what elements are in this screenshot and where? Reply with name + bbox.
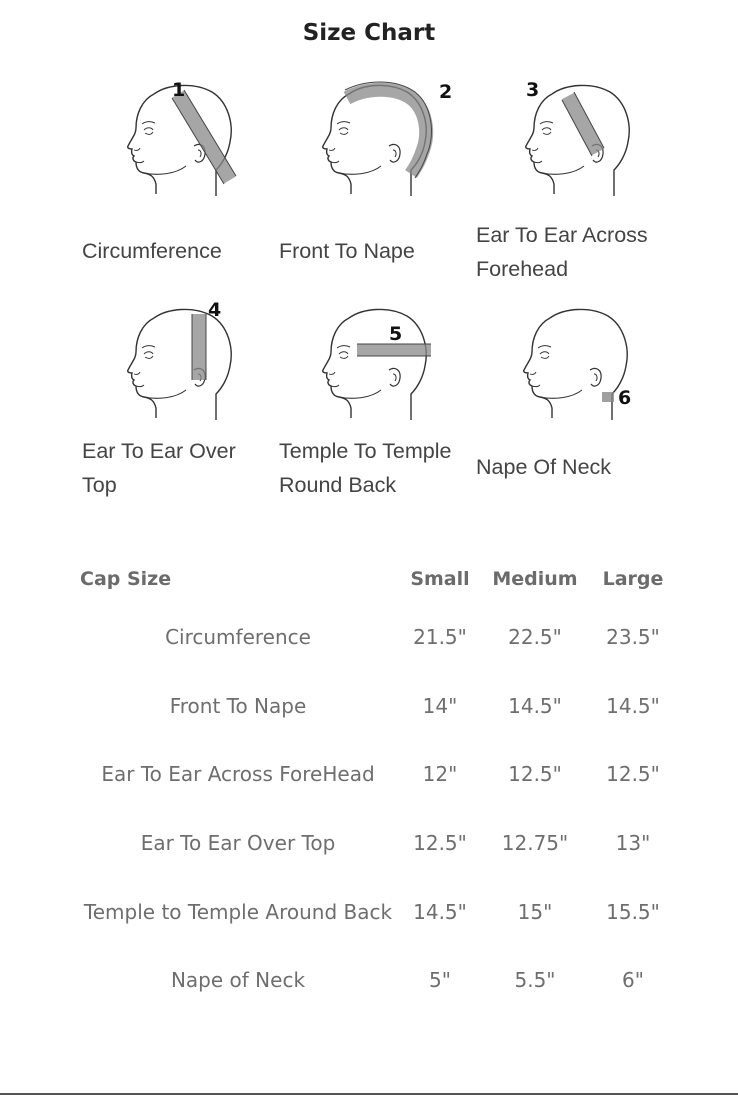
head-circumference-illustration <box>112 74 302 219</box>
row-measurement: Front To Nape <box>169 693 307 718</box>
diagram-label-ear-to-ear-across-forehead: Ear To Ear Across Forehead <box>476 223 648 281</box>
diagram-number-6: 6 <box>618 387 632 409</box>
table-row <box>78 809 678 878</box>
diagram-number-4: 4 <box>208 299 222 321</box>
row-small: 14" <box>422 693 458 718</box>
diagram-number-3: 3 <box>526 79 540 101</box>
header-small: Small <box>410 568 470 590</box>
row-medium: 22.5" <box>508 625 562 650</box>
row-measurement: Temple to Temple Around Back <box>83 899 393 924</box>
row-small: 21.5" <box>413 625 467 650</box>
diagram-label-circumference: Circumference <box>82 239 222 263</box>
row-measurement: Ear To Ear Across ForeHead <box>101 762 375 787</box>
diagram-number-2: 2 <box>439 81 453 103</box>
diagram-number-1: 1 <box>172 79 186 101</box>
row-medium: 15" <box>517 899 553 924</box>
row-small: 14.5" <box>413 899 467 924</box>
row-large: 13" <box>615 831 651 856</box>
head-ear-to-ear-across-forehead-illustration <box>510 74 700 219</box>
diagram-front-to-nape <box>279 74 469 274</box>
row-medium: 5.5" <box>514 968 556 993</box>
head-nape-of-neck-illustration <box>510 294 700 439</box>
diagram-nape-of-neck <box>476 294 666 504</box>
diagram-temple-to-temple-round-back <box>279 294 469 504</box>
table-row <box>78 946 678 1015</box>
table-row <box>78 740 678 809</box>
row-large: 23.5" <box>606 625 660 650</box>
row-small: 12" <box>422 762 458 787</box>
head-ear-to-ear-over-top-illustration <box>112 294 302 439</box>
diagram-label-nape-of-neck: Nape Of Neck <box>476 455 612 479</box>
row-measurement: Circumference <box>165 625 311 650</box>
header-large: Large <box>602 568 664 590</box>
table-header-row <box>78 555 678 603</box>
page-title: Size Chart <box>302 20 436 46</box>
row-small: 12.5" <box>413 831 467 856</box>
cap-size-table <box>78 555 678 1015</box>
table-row <box>78 672 678 741</box>
row-large: 15.5" <box>606 899 660 924</box>
row-large: 12.5" <box>606 762 660 787</box>
row-small: 5" <box>429 968 451 993</box>
header-cap-size: Cap Size <box>80 568 172 590</box>
diagram-label-temple-to-temple-round-back: Temple To Temple Round Back <box>279 439 452 497</box>
header-medium: Medium <box>492 568 578 590</box>
diagram-label-ear-to-ear-over-top: Ear To Ear Over Top <box>82 439 236 497</box>
row-measurement: Nape of Neck <box>170 968 306 993</box>
bottom-divider <box>0 1093 738 1095</box>
row-large: 14.5" <box>606 693 660 718</box>
diagram-number-5: 5 <box>389 323 403 345</box>
diagram-ear-to-ear-over-top <box>82 294 272 504</box>
diagram-label-front-to-nape: Front To Nape <box>279 239 415 263</box>
diagram-circumference <box>82 74 272 274</box>
row-medium: 12.5" <box>508 762 562 787</box>
row-large: 6" <box>622 968 644 993</box>
table-row <box>78 877 678 946</box>
row-medium: 14.5" <box>508 693 562 718</box>
diagram-ear-to-ear-across-forehead <box>476 74 666 284</box>
head-front-to-nape-illustration <box>307 74 497 219</box>
head-temple-to-temple-illustration <box>307 294 497 439</box>
row-measurement: Ear To Ear Over Top <box>140 831 336 856</box>
table-row <box>78 603 678 672</box>
row-medium: 12.75" <box>501 831 569 856</box>
